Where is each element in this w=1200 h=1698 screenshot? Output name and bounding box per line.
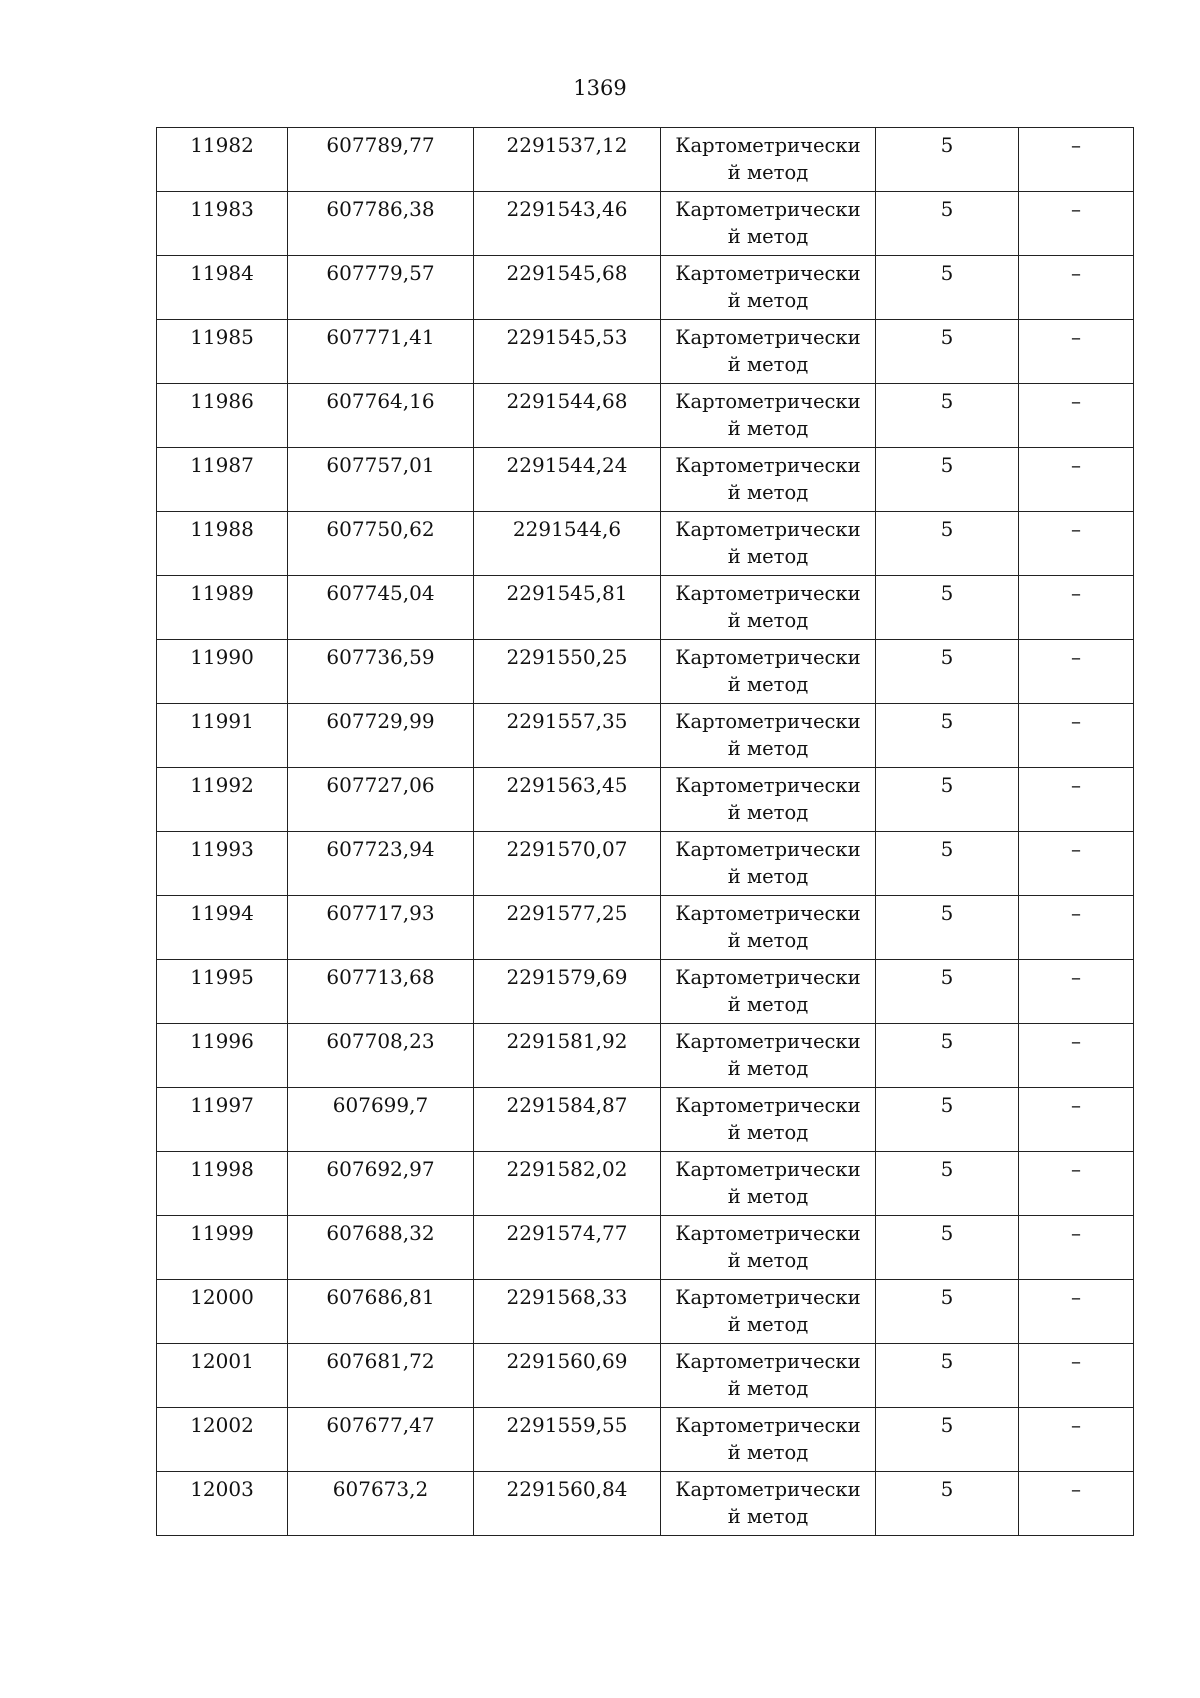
table-row xyxy=(157,448,1134,512)
cell-point-number: 11990 xyxy=(157,640,288,704)
cell-accuracy: 5 xyxy=(876,192,1019,256)
method-line-1: Картометрически xyxy=(675,1286,861,1309)
cell-note: – xyxy=(1019,640,1134,704)
cell-method xyxy=(661,576,876,640)
cell-note: – xyxy=(1019,256,1134,320)
table-row xyxy=(157,704,1134,768)
cell-y-coordinate: 2291544,6 xyxy=(474,512,661,576)
cell-point-number: 11998 xyxy=(157,1152,288,1216)
cell-x-coordinate: 607723,94 xyxy=(288,832,474,896)
method-line-1: Картометрически xyxy=(675,134,861,157)
table-row xyxy=(157,256,1134,320)
coordinates-table xyxy=(156,127,1134,1536)
method-line-2: й метод xyxy=(727,1249,809,1272)
coordinates-table-body xyxy=(157,128,1134,1536)
cell-y-coordinate: 2291563,45 xyxy=(474,768,661,832)
method-line-1: Картометрически xyxy=(675,390,861,413)
cell-accuracy: 5 xyxy=(876,1152,1019,1216)
table-row xyxy=(157,768,1134,832)
cell-point-number: 11983 xyxy=(157,192,288,256)
cell-x-coordinate: 607745,04 xyxy=(288,576,474,640)
cell-y-coordinate: 2291537,12 xyxy=(474,128,661,192)
method-line-2: й метод xyxy=(727,545,809,568)
table-row xyxy=(157,128,1134,192)
cell-note: – xyxy=(1019,1408,1134,1472)
method-line-2: й метод xyxy=(727,1505,809,1528)
method-line-1: Картометрически xyxy=(675,1478,861,1501)
cell-x-coordinate: 607673,2 xyxy=(288,1472,474,1536)
method-line-2: й метод xyxy=(727,1313,809,1336)
cell-method xyxy=(661,448,876,512)
cell-method xyxy=(661,1472,876,1536)
method-line-2: й метод xyxy=(727,1377,809,1400)
method-line-2: й метод xyxy=(727,161,809,184)
cell-note: – xyxy=(1019,896,1134,960)
cell-method xyxy=(661,1408,876,1472)
table-row xyxy=(157,1472,1134,1536)
cell-x-coordinate: 607729,99 xyxy=(288,704,474,768)
cell-method xyxy=(661,1152,876,1216)
cell-note: – xyxy=(1019,1024,1134,1088)
cell-point-number: 11995 xyxy=(157,960,288,1024)
cell-note: – xyxy=(1019,192,1134,256)
method-line-2: й метод xyxy=(727,673,809,696)
cell-point-number: 11992 xyxy=(157,768,288,832)
cell-note: – xyxy=(1019,320,1134,384)
cell-method xyxy=(661,832,876,896)
cell-note: – xyxy=(1019,576,1134,640)
method-line-2: й метод xyxy=(727,481,809,504)
table-row xyxy=(157,1216,1134,1280)
cell-y-coordinate: 2291545,81 xyxy=(474,576,661,640)
method-line-2: й метод xyxy=(727,1057,809,1080)
method-line-2: й метод xyxy=(727,801,809,824)
cell-x-coordinate: 607764,16 xyxy=(288,384,474,448)
cell-x-coordinate: 607717,93 xyxy=(288,896,474,960)
cell-accuracy: 5 xyxy=(876,448,1019,512)
method-line-1: Картометрически xyxy=(675,326,861,349)
cell-method xyxy=(661,320,876,384)
cell-accuracy: 5 xyxy=(876,1472,1019,1536)
cell-x-coordinate: 607750,62 xyxy=(288,512,474,576)
cell-accuracy: 5 xyxy=(876,128,1019,192)
cell-x-coordinate: 607677,47 xyxy=(288,1408,474,1472)
page-number: 1369 xyxy=(573,76,627,100)
cell-note: – xyxy=(1019,512,1134,576)
cell-method xyxy=(661,384,876,448)
method-line-1: Картометрически xyxy=(675,262,861,285)
cell-y-coordinate: 2291550,25 xyxy=(474,640,661,704)
cell-accuracy: 5 xyxy=(876,768,1019,832)
cell-accuracy: 5 xyxy=(876,576,1019,640)
table-row xyxy=(157,960,1134,1024)
cell-accuracy: 5 xyxy=(876,384,1019,448)
cell-accuracy: 5 xyxy=(876,896,1019,960)
cell-method xyxy=(661,960,876,1024)
cell-point-number: 12000 xyxy=(157,1280,288,1344)
cell-method xyxy=(661,512,876,576)
cell-x-coordinate: 607688,32 xyxy=(288,1216,474,1280)
method-line-2: й метод xyxy=(727,865,809,888)
table-row xyxy=(157,192,1134,256)
cell-accuracy: 5 xyxy=(876,1344,1019,1408)
method-line-1: Картометрически xyxy=(675,454,861,477)
table-row xyxy=(157,640,1134,704)
method-line-2: й метод xyxy=(727,417,809,440)
cell-accuracy: 5 xyxy=(876,960,1019,1024)
cell-note: – xyxy=(1019,960,1134,1024)
cell-y-coordinate: 2291560,69 xyxy=(474,1344,661,1408)
cell-y-coordinate: 2291557,35 xyxy=(474,704,661,768)
cell-x-coordinate: 607727,06 xyxy=(288,768,474,832)
cell-accuracy: 5 xyxy=(876,1024,1019,1088)
cell-y-coordinate: 2291544,68 xyxy=(474,384,661,448)
cell-note: – xyxy=(1019,832,1134,896)
table-row xyxy=(157,1280,1134,1344)
cell-y-coordinate: 2291545,53 xyxy=(474,320,661,384)
table-row xyxy=(157,576,1134,640)
table-row xyxy=(157,512,1134,576)
cell-point-number: 11984 xyxy=(157,256,288,320)
method-line-1: Картометрически xyxy=(675,1158,861,1181)
cell-method xyxy=(661,1024,876,1088)
method-line-1: Картометрически xyxy=(675,582,861,605)
table-row xyxy=(157,896,1134,960)
method-line-1: Картометрически xyxy=(675,1414,861,1437)
method-line-2: й метод xyxy=(727,1441,809,1464)
cell-point-number: 11986 xyxy=(157,384,288,448)
cell-note: – xyxy=(1019,768,1134,832)
cell-accuracy: 5 xyxy=(876,1408,1019,1472)
cell-y-coordinate: 2291574,77 xyxy=(474,1216,661,1280)
cell-x-coordinate: 607699,7 xyxy=(288,1088,474,1152)
cell-method xyxy=(661,128,876,192)
table-row xyxy=(157,320,1134,384)
cell-note: – xyxy=(1019,448,1134,512)
cell-x-coordinate: 607786,38 xyxy=(288,192,474,256)
method-line-1: Картометрически xyxy=(675,774,861,797)
cell-note: – xyxy=(1019,1088,1134,1152)
method-line-1: Картометрически xyxy=(675,710,861,733)
cell-point-number: 11991 xyxy=(157,704,288,768)
cell-method xyxy=(661,896,876,960)
cell-accuracy: 5 xyxy=(876,1280,1019,1344)
cell-accuracy: 5 xyxy=(876,1088,1019,1152)
cell-accuracy: 5 xyxy=(876,704,1019,768)
method-line-2: й метод xyxy=(727,737,809,760)
table-row xyxy=(157,832,1134,896)
method-line-1: Картометрически xyxy=(675,646,861,669)
cell-method xyxy=(661,256,876,320)
cell-y-coordinate: 2291584,87 xyxy=(474,1088,661,1152)
cell-method xyxy=(661,1088,876,1152)
cell-x-coordinate: 607681,72 xyxy=(288,1344,474,1408)
cell-point-number: 12003 xyxy=(157,1472,288,1536)
method-line-1: Картометрически xyxy=(675,518,861,541)
cell-point-number: 12001 xyxy=(157,1344,288,1408)
cell-point-number: 11987 xyxy=(157,448,288,512)
cell-point-number: 11996 xyxy=(157,1024,288,1088)
table-row xyxy=(157,384,1134,448)
cell-y-coordinate: 2291544,24 xyxy=(474,448,661,512)
cell-x-coordinate: 607708,23 xyxy=(288,1024,474,1088)
cell-x-coordinate: 607757,01 xyxy=(288,448,474,512)
table-row xyxy=(157,1344,1134,1408)
cell-method xyxy=(661,704,876,768)
cell-y-coordinate: 2291560,84 xyxy=(474,1472,661,1536)
cell-x-coordinate: 607779,57 xyxy=(288,256,474,320)
method-line-2: й метод xyxy=(727,1185,809,1208)
cell-note: – xyxy=(1019,1472,1134,1536)
cell-note: – xyxy=(1019,1344,1134,1408)
cell-method xyxy=(661,1344,876,1408)
cell-y-coordinate: 2291581,92 xyxy=(474,1024,661,1088)
cell-accuracy: 5 xyxy=(876,640,1019,704)
cell-note: – xyxy=(1019,128,1134,192)
method-line-2: й метод xyxy=(727,225,809,248)
method-line-2: й метод xyxy=(727,1121,809,1144)
cell-x-coordinate: 607771,41 xyxy=(288,320,474,384)
method-line-1: Картометрически xyxy=(675,1222,861,1245)
cell-y-coordinate: 2291577,25 xyxy=(474,896,661,960)
cell-accuracy: 5 xyxy=(876,320,1019,384)
cell-x-coordinate: 607736,59 xyxy=(288,640,474,704)
method-line-1: Картометрически xyxy=(675,966,861,989)
cell-y-coordinate: 2291570,07 xyxy=(474,832,661,896)
method-line-1: Картометрически xyxy=(675,1030,861,1053)
method-line-2: й метод xyxy=(727,993,809,1016)
method-line-1: Картометрически xyxy=(675,838,861,861)
cell-y-coordinate: 2291543,46 xyxy=(474,192,661,256)
method-line-1: Картометрически xyxy=(675,902,861,925)
cell-note: – xyxy=(1019,1280,1134,1344)
cell-point-number: 11988 xyxy=(157,512,288,576)
cell-x-coordinate: 607686,81 xyxy=(288,1280,474,1344)
cell-point-number: 11994 xyxy=(157,896,288,960)
cell-point-number: 11982 xyxy=(157,128,288,192)
cell-x-coordinate: 607692,97 xyxy=(288,1152,474,1216)
cell-point-number: 11993 xyxy=(157,832,288,896)
cell-y-coordinate: 2291559,55 xyxy=(474,1408,661,1472)
cell-x-coordinate: 607789,77 xyxy=(288,128,474,192)
cell-y-coordinate: 2291579,69 xyxy=(474,960,661,1024)
table-row xyxy=(157,1088,1134,1152)
cell-note: – xyxy=(1019,1152,1134,1216)
cell-point-number: 11999 xyxy=(157,1216,288,1280)
cell-y-coordinate: 2291545,68 xyxy=(474,256,661,320)
method-line-2: й метод xyxy=(727,929,809,952)
cell-point-number: 12002 xyxy=(157,1408,288,1472)
table-row xyxy=(157,1024,1134,1088)
cell-accuracy: 5 xyxy=(876,832,1019,896)
cell-note: – xyxy=(1019,384,1134,448)
table-row xyxy=(157,1152,1134,1216)
cell-y-coordinate: 2291582,02 xyxy=(474,1152,661,1216)
cell-method xyxy=(661,1280,876,1344)
method-line-1: Картометрически xyxy=(675,1094,861,1117)
method-line-2: й метод xyxy=(727,353,809,376)
cell-accuracy: 5 xyxy=(876,1216,1019,1280)
method-line-2: й метод xyxy=(727,609,809,632)
table-row xyxy=(157,1408,1134,1472)
cell-method xyxy=(661,192,876,256)
cell-method xyxy=(661,768,876,832)
cell-point-number: 11985 xyxy=(157,320,288,384)
cell-point-number: 11989 xyxy=(157,576,288,640)
cell-method xyxy=(661,640,876,704)
cell-y-coordinate: 2291568,33 xyxy=(474,1280,661,1344)
cell-accuracy: 5 xyxy=(876,512,1019,576)
method-line-2: й метод xyxy=(727,289,809,312)
method-line-1: Картометрически xyxy=(675,1350,861,1373)
cell-note: – xyxy=(1019,1216,1134,1280)
cell-point-number: 11997 xyxy=(157,1088,288,1152)
cell-method xyxy=(661,1216,876,1280)
cell-accuracy: 5 xyxy=(876,256,1019,320)
cell-x-coordinate: 607713,68 xyxy=(288,960,474,1024)
cell-note: – xyxy=(1019,704,1134,768)
method-line-1: Картометрически xyxy=(675,198,861,221)
